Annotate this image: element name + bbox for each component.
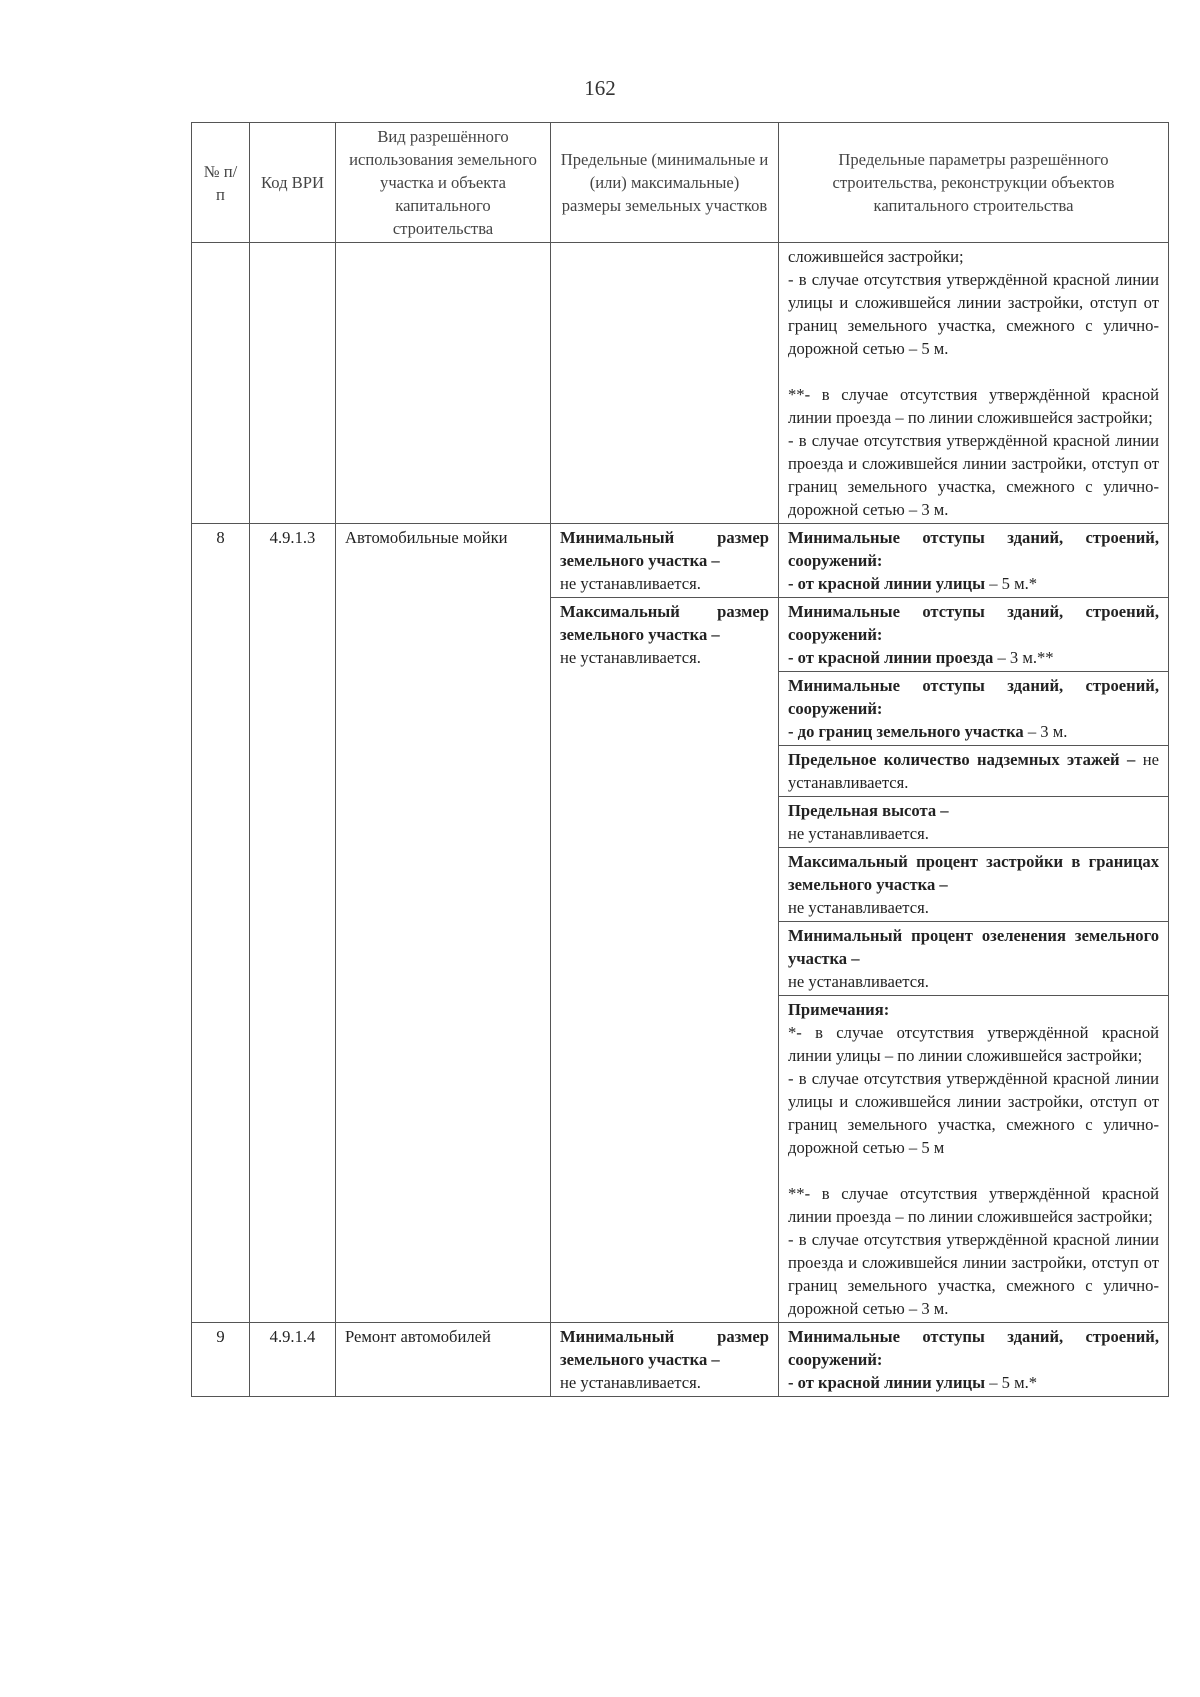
row8-param-1-target: - от красной линии улицы [788,574,986,593]
cont-line-2: - в случае отсутствия утверждённой красной линии улицы и сложившейся линии застройки, отступ от границ земельного участка, смежного с улично-дорожной сетью – 5 м. [788,270,1159,358]
row8-param-3 [779,672,1169,746]
row9-use: Ремонт автомобилей [336,1323,551,1397]
row8-param-2-target: - от красной линии проезда [788,648,994,667]
row8-param-2-value: – 3 м.** [993,648,1054,667]
row8-param-5-value: не устанавливается. [788,824,929,843]
cont-params-cell [779,243,1169,524]
cont-line-1: сложившейся застройки; [788,247,964,266]
row8-param-4-value: не устанавливается. [788,750,1159,792]
row9-param-1-target: - от красной линии улицы [788,1373,986,1392]
row8-max-size [551,598,779,1323]
page-number: 162 [584,76,616,100]
row8-param-6-value: не устанавливается. [788,898,929,917]
cont-num-cell [192,243,250,524]
row8-param-6-label: Максимальный процент застройки в границах земельного участка – [788,852,1159,894]
row8-num: 8 [192,524,250,1323]
row9-num: 9 [192,1323,250,1397]
header-code: Код ВРИ [250,123,336,243]
row8-min-size-label: Минимальный размер земельного участка – [560,528,769,570]
row9-min-size-label: Минимальный размер земельного участка – [560,1327,769,1369]
row8-notes [779,996,1169,1323]
row8-param-7-label: Минимальный процент озеленения земельного участка – [788,926,1159,968]
row8-param-2-label: Минимальные отступы зданий, строений, сооружений: [788,602,1159,644]
row8-param-4-label: Предельное количество надземных этажей – [788,750,1136,769]
row9-min-size-value: не устанавливается. [560,1373,701,1392]
row8-param-2 [779,598,1169,672]
row8-param-3-value: – 3 м. [1023,722,1068,741]
row8-min-size-value: не устанавливается. [560,574,701,593]
cont-line-4: - в случае отсутствия утверждённой красной линии проезда и сложившейся линии застройки, отступ от границ земельного участка, смежного с улично-дорожной сетью – 3 м. [788,431,1159,519]
row8-min-size [551,524,779,598]
table-row-8 [192,524,1169,598]
cont-code-cell [250,243,336,524]
row8-param-7-value: не устанавливается. [788,972,929,991]
cont-use-cell [336,243,551,524]
row9-param-1 [779,1323,1169,1397]
row8-param-3-label: Минимальные отступы зданий, строений, сооружений: [788,676,1159,718]
row8-param-7 [779,922,1169,996]
row8-notes-title: Примечания: [788,1000,890,1019]
row8-param-1-value: – 5 м.* [985,574,1038,593]
zoning-table [191,122,1169,1397]
row8-note-4: - в случае отсутствия утверждённой красной линии проезда и сложившейся линии застройки, отступ от границ земельного участка, смежного с улично-дорожной сетью – 3 м. [788,1230,1159,1318]
row8-max-size-value: не устанавливается. [560,648,701,667]
row8-param-3-target: - до границ земельного участка [788,722,1024,741]
header-sizes: Предельные (минимальные и (или) максимальные) размеры земельных участков [551,123,779,243]
row8-note-1: *- в случае отсутствия утверждённой красной линии улицы – по линии сложившейся застройки; [788,1023,1159,1065]
header-params: Предельные параметры разрешённого строительства, реконструкции объектов капитального строительства [779,123,1169,243]
continuation-row [192,243,1169,524]
row8-param-4 [779,746,1169,797]
cont-line-3: **- в случае отсутствия утверждённой красной линии проезда – по линии сложившейся застройки; [788,385,1159,427]
cont-sizes-cell [551,243,779,524]
row8-param-6 [779,848,1169,922]
row8-param-5-label: Предельная высота – [788,801,949,820]
row8-param-5 [779,797,1169,848]
row9-param-1-label: Минимальные отступы зданий, строений, сооружений: [788,1327,1159,1369]
header-row [192,123,1169,243]
header-num: № п/п [192,123,250,243]
row9-min-size [551,1323,779,1397]
row9-param-1-value: – 5 м.* [985,1373,1038,1392]
row9-code: 4.9.1.4 [250,1323,336,1397]
row8-param-1-label: Минимальные отступы зданий, строений, сооружений: [788,528,1159,570]
row8-code: 4.9.1.3 [250,524,336,1323]
row8-param-1 [779,524,1169,598]
table-row-9 [192,1323,1169,1397]
row8-max-size-label: Максимальный размер земельного участка – [560,602,769,644]
row8-note-2: - в случае отсутствия утверждённой красной линии улицы и сложившейся линии застройки, отступ от границ земельного участка, смежного с улично-дорожной сетью – 5 м [788,1069,1159,1157]
row8-note-3: **- в случае отсутствия утверждённой красной линии проезда – по линии сложившейся застройки; [788,1184,1159,1226]
row8-use: Автомобильные мойки [336,524,551,1323]
header-use: Вид разрешённого использования земельного участка и объекта капитального строительства [336,123,551,243]
